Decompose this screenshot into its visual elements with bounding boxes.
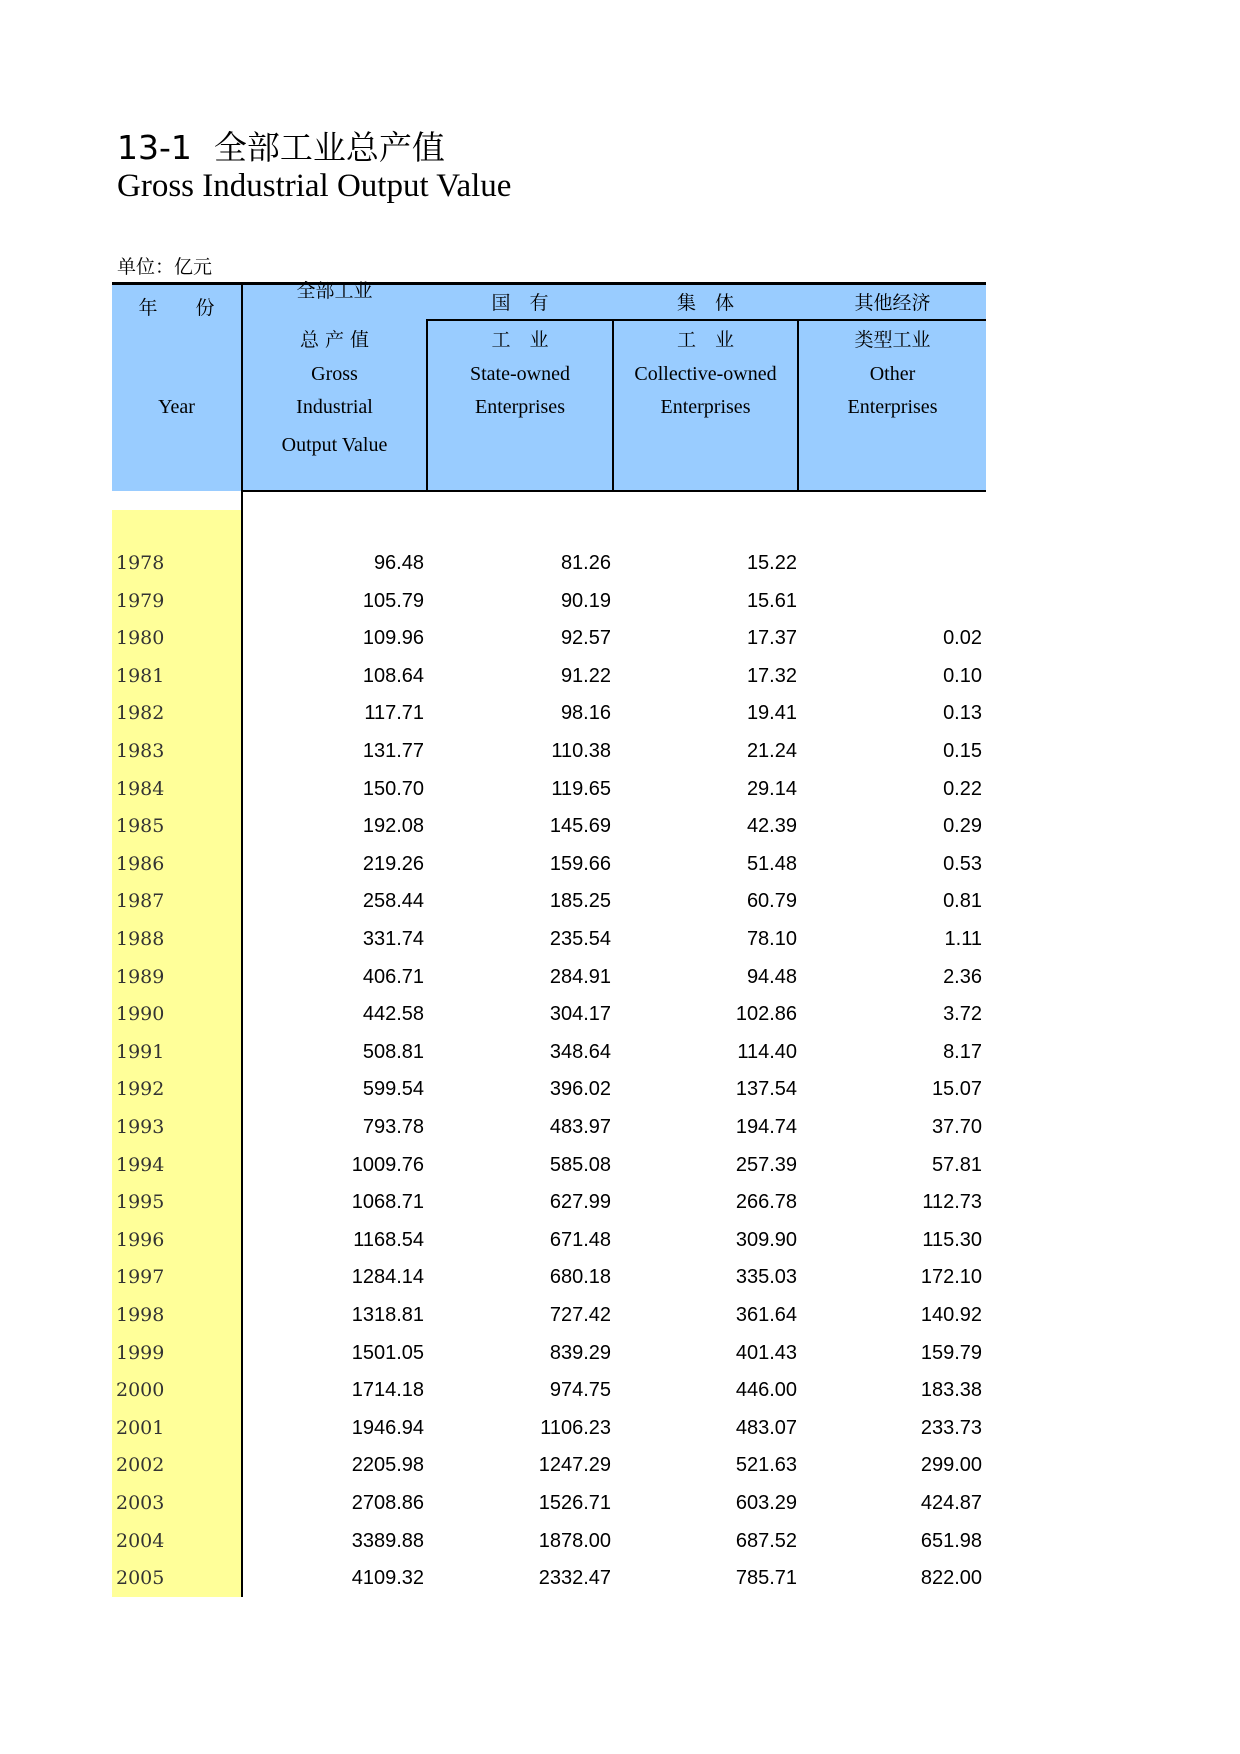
cell-collective: 15.61 (746, 589, 797, 612)
table-row (112, 695, 986, 733)
cell-collective: 60.79 (746, 890, 797, 913)
cell-other (802, 583, 982, 621)
cell-collective: 42.39 (746, 815, 797, 838)
cell-collective: 521.63 (735, 1454, 797, 1477)
cell-state: 1878.00 (538, 1529, 611, 1552)
cell-other: 0.15 (943, 740, 982, 762)
page-title-en: Gross Industrial Output Value (117, 168, 512, 204)
cell-total: 1284.14 (351, 1266, 424, 1289)
cell-year: 1980 (116, 627, 165, 650)
cell-collective: 483.07 (735, 1416, 797, 1439)
unit-label: 单位：亿元 (117, 256, 213, 278)
cell-state: 680.18 (549, 1266, 611, 1289)
cell-other: 0.02 (943, 627, 982, 650)
cell-total: 96.48 (373, 552, 424, 574)
cell-year: 2004 (116, 1529, 165, 1552)
header-total-en1: Gross (311, 363, 358, 385)
cell-collective: 603.29 (735, 1492, 797, 1514)
header-collective (614, 285, 797, 491)
cell-other: 57.81 (931, 1153, 982, 1176)
header-total (243, 280, 426, 491)
cell-collective: 102.86 (735, 1003, 797, 1026)
cell-other: 424.87 (920, 1492, 982, 1514)
cell-other: 0.81 (943, 890, 982, 913)
table-row (112, 733, 986, 771)
cell-state: 1526.71 (538, 1492, 611, 1514)
cell-other: 8.17 (943, 1040, 982, 1063)
cell-state: 92.57 (560, 627, 611, 650)
table-row (112, 545, 986, 583)
cell-other: 112.73 (922, 1191, 982, 1214)
cell-total: 3389.88 (351, 1529, 424, 1552)
cell-total: 1168.54 (353, 1228, 424, 1251)
cell-total: 1501.05 (351, 1341, 424, 1364)
table-row (112, 1034, 986, 1072)
cell-collective: 266.78 (735, 1191, 797, 1214)
cell-state: 974.75 (549, 1379, 611, 1402)
cell-state: 839.29 (549, 1341, 611, 1364)
cell-year: 1999 (116, 1341, 165, 1364)
cell-other: 140.92 (920, 1304, 982, 1326)
cell-other: 0.10 (943, 664, 982, 687)
cell-other: 15.07 (931, 1078, 982, 1101)
cell-other: 159.79 (920, 1341, 982, 1364)
cell-state: 727.42 (549, 1304, 611, 1326)
cell-collective: 17.37 (746, 627, 797, 650)
header-state-en1: State-owned (470, 363, 570, 385)
header-collective-en1: Collective-owned (634, 363, 777, 385)
table-row (112, 658, 986, 696)
table-row (112, 1297, 986, 1335)
cell-total: 4109.32 (351, 1567, 424, 1590)
table-row (112, 959, 986, 997)
cell-state: 1106.23 (540, 1416, 611, 1439)
header-year-en: Year (158, 396, 195, 418)
cell-state: 2332.47 (538, 1567, 611, 1590)
cell-state: 627.99 (549, 1191, 611, 1214)
table-row (112, 1147, 986, 1185)
cell-other: 233.73 (920, 1416, 982, 1439)
cell-total: 331.74 (362, 928, 424, 950)
cell-state: 671.48 (549, 1228, 611, 1251)
cell-year: 1997 (116, 1266, 165, 1289)
cell-other: 183.38 (920, 1379, 982, 1402)
cell-collective: 335.03 (735, 1266, 797, 1289)
cell-year: 1979 (116, 589, 165, 612)
header-other-cn2: 类型工业 (854, 329, 931, 351)
cell-total: 599.54 (362, 1078, 424, 1101)
table-row (112, 1485, 986, 1523)
cell-other: 3.72 (943, 1003, 982, 1026)
cell-collective: 785.71 (735, 1567, 797, 1590)
cell-year: 2002 (116, 1454, 165, 1477)
cell-state: 284.91 (549, 965, 611, 988)
cell-total: 192.08 (362, 815, 424, 838)
cell-other: 822.00 (920, 1567, 982, 1590)
header-collective-en2: Enterprises (660, 396, 751, 418)
cell-collective: 94.48 (746, 965, 797, 988)
cell-total: 117.71 (364, 702, 424, 725)
cell-other: 299.00 (920, 1454, 982, 1477)
cell-total: 1318.81 (351, 1304, 424, 1326)
cell-collective: 78.10 (746, 928, 797, 950)
cell-collective: 257.39 (735, 1153, 797, 1176)
header-state-cn1: 国 有 (491, 292, 549, 314)
cell-state: 81.26 (560, 552, 611, 574)
cell-collective: 19.41 (746, 702, 797, 725)
cell-other: 2.36 (943, 965, 982, 988)
cell-total: 406.71 (362, 965, 424, 988)
cell-collective: 309.90 (735, 1228, 797, 1251)
cell-state: 90.19 (560, 589, 611, 612)
cell-total: 2205.98 (351, 1454, 424, 1477)
cell-state: 396.02 (549, 1078, 611, 1101)
header-other (799, 285, 986, 491)
header-other-en1: Other (869, 363, 916, 385)
cell-total: 131.77 (362, 740, 424, 762)
cell-year: 2005 (116, 1567, 165, 1590)
cell-year: 1995 (116, 1191, 165, 1214)
cell-collective: 21.24 (746, 740, 797, 762)
header-year-cn: 年 份 (138, 297, 215, 319)
cell-year: 1998 (116, 1304, 165, 1326)
data-table (112, 282, 986, 1597)
cell-year: 1985 (116, 815, 165, 838)
cell-collective: 29.14 (746, 777, 797, 800)
header-total-cn2: 总 产 值 (299, 329, 370, 351)
cell-collective: 17.32 (746, 664, 797, 687)
table-row (112, 883, 986, 921)
table-row (112, 1109, 986, 1147)
cell-collective: 114.40 (737, 1040, 797, 1063)
cell-collective: 15.22 (746, 552, 797, 574)
cell-year: 1984 (116, 777, 165, 800)
cell-total: 2708.86 (351, 1492, 424, 1514)
header-other-en2: Enterprises (847, 396, 938, 418)
cell-state: 119.65 (551, 777, 611, 800)
table-row (112, 1560, 986, 1598)
table-row (112, 1222, 986, 1260)
header-total-en2: Industrial (296, 396, 373, 418)
cell-other: 0.53 (943, 852, 982, 875)
table-row (112, 620, 986, 658)
cell-state: 1247.29 (538, 1454, 611, 1477)
cell-other: 0.13 (943, 702, 982, 725)
header-collective-cn1: 集 体 (676, 292, 734, 314)
cell-state: 185.25 (549, 890, 611, 913)
table-row (112, 996, 986, 1034)
cell-year: 1987 (116, 890, 165, 913)
table-row (112, 1184, 986, 1222)
cell-year: 1992 (116, 1078, 165, 1101)
cell-state: 585.08 (549, 1153, 611, 1176)
table-row (112, 583, 986, 621)
table-row (112, 771, 986, 809)
cell-state: 145.69 (549, 815, 611, 838)
cell-total: 258.44 (362, 890, 424, 913)
cell-other: 1.11 (944, 928, 982, 950)
cell-year: 1994 (116, 1153, 165, 1176)
header-collective-cn2: 工 业 (676, 329, 734, 351)
cell-other: 651.98 (920, 1529, 982, 1552)
cell-collective: 361.64 (735, 1304, 797, 1326)
cell-total: 1009.76 (351, 1153, 424, 1176)
cell-total: 150.70 (362, 777, 424, 800)
header-year (112, 285, 241, 491)
cell-other: 115.30 (922, 1228, 982, 1251)
cell-total: 109.96 (362, 627, 424, 650)
cell-year: 1988 (116, 928, 165, 950)
cell-year: 1996 (116, 1228, 165, 1251)
header-other-cn1: 其他经济 (854, 292, 931, 314)
table-row (112, 921, 986, 959)
cell-state: 110.38 (551, 740, 611, 762)
cell-year: 1990 (116, 1003, 165, 1026)
table-number: 13-1 (117, 128, 192, 167)
cell-total: 108.64 (362, 664, 424, 687)
cell-other: 172.10 (920, 1266, 982, 1289)
cell-year: 1991 (116, 1040, 165, 1063)
cell-collective: 401.43 (735, 1341, 797, 1364)
cell-year: 1978 (116, 552, 165, 574)
cell-state: 235.54 (549, 928, 611, 950)
cell-year: 1981 (116, 664, 165, 687)
cell-collective: 446.00 (735, 1379, 797, 1402)
table-row (112, 846, 986, 884)
cell-year: 2000 (116, 1379, 165, 1402)
cell-other: 0.29 (943, 815, 982, 838)
cell-total: 105.79 (362, 589, 424, 612)
cell-other: 0.22 (943, 777, 982, 800)
cell-state: 159.66 (549, 852, 611, 875)
header-total-en3: Output Value (281, 434, 388, 456)
cell-state: 91.22 (560, 664, 611, 687)
table-row (112, 1071, 986, 1109)
table-row (112, 1447, 986, 1485)
cell-other (802, 545, 982, 583)
cell-state: 348.64 (549, 1040, 611, 1063)
title-cn-text: 全部工业总产值 (213, 128, 445, 167)
table-row (112, 1259, 986, 1297)
cell-year: 2001 (116, 1416, 165, 1439)
cell-collective: 51.48 (746, 852, 797, 875)
header-total-cn1: 全部工业 (296, 280, 373, 302)
cell-other: 37.70 (931, 1116, 982, 1138)
table-row (112, 1410, 986, 1448)
table-row (112, 808, 986, 846)
cell-year: 2003 (116, 1492, 165, 1514)
cell-total: 1714.18 (351, 1379, 424, 1402)
header-state-cn2: 工 业 (491, 329, 549, 351)
cell-state: 483.97 (549, 1116, 611, 1138)
cell-year: 1993 (116, 1116, 165, 1138)
header-state-en2: Enterprises (475, 396, 565, 418)
cell-total: 508.81 (362, 1040, 424, 1063)
table-row (112, 1523, 986, 1561)
cell-year: 1982 (116, 702, 165, 725)
cell-total: 793.78 (362, 1116, 424, 1138)
cell-state: 304.17 (549, 1003, 611, 1026)
cell-state: 98.16 (560, 702, 611, 725)
cell-total: 1946.94 (351, 1416, 424, 1439)
cell-total: 1068.71 (351, 1191, 424, 1214)
header-state (428, 285, 612, 491)
cell-year: 1986 (116, 852, 165, 875)
cell-collective: 687.52 (735, 1529, 797, 1552)
page-title-cn (117, 122, 445, 169)
cell-collective: 194.74 (735, 1116, 797, 1138)
cell-total: 219.26 (362, 852, 424, 875)
cell-total: 442.58 (362, 1003, 424, 1026)
table-row (112, 1372, 986, 1410)
cell-collective: 137.54 (735, 1078, 797, 1101)
cell-year: 1983 (116, 740, 165, 762)
table-row (112, 1335, 986, 1373)
cell-year: 1989 (116, 965, 165, 988)
